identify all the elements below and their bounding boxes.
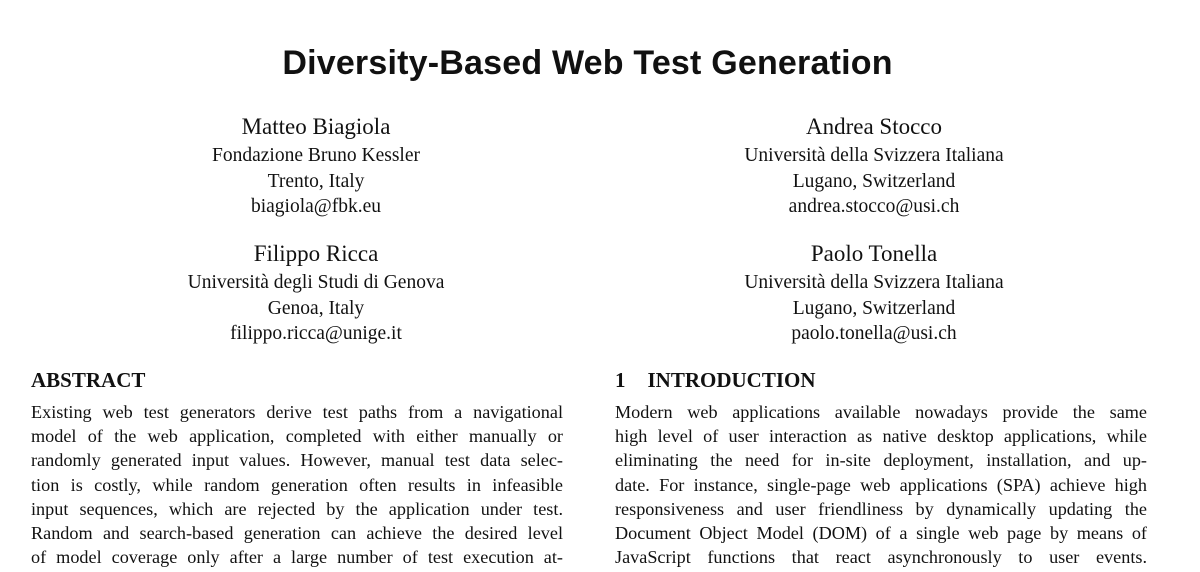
paper-title: Diversity-Based Web Test Generation bbox=[282, 44, 893, 82]
author-affiliation: Università della Svizzera Italiana bbox=[744, 145, 1004, 166]
author-email: filippo.ricca@unige.it bbox=[230, 323, 402, 344]
author-affiliation: Università della Svizzera Italiana bbox=[744, 272, 1004, 293]
author-location: Trento, Italy bbox=[267, 170, 365, 192]
text-line: of model coverage only after a large number of test execution at- bbox=[31, 547, 563, 568]
author-affiliation: Fondazione Bruno Kessler bbox=[212, 145, 420, 166]
author-affiliation: Università degli Studi di Genova bbox=[187, 272, 445, 293]
author-block bbox=[664, 113, 1084, 220]
text-line: Modern web applications available nowadays provide the same bbox=[615, 402, 1147, 422]
text-line: Existing web test generators derive test paths from a navigational bbox=[31, 402, 563, 422]
author-location: Lugano, Switzerland bbox=[792, 170, 956, 192]
author-email: andrea.stocco@usi.ch bbox=[788, 196, 960, 217]
author-email: paolo.tonella@usi.ch bbox=[791, 323, 957, 344]
text-line: randomly generated input values. However, manual test data selec- bbox=[31, 450, 563, 471]
author-block bbox=[106, 240, 526, 347]
text-line: eliminating the need for in-site deployment, installation, and up- bbox=[615, 450, 1147, 471]
text-line: Random and search-based generation can achieve the desired level bbox=[31, 522, 563, 543]
text-line: JavaScript functions that react asynchronously to user events. bbox=[615, 547, 1147, 568]
author-location: Lugano, Switzerland bbox=[792, 297, 956, 319]
author-block bbox=[106, 113, 526, 220]
abstract-heading: ABSTRACT bbox=[31, 368, 146, 392]
text-line: responsiveness and user friendliness by dynamically updating the bbox=[615, 498, 1147, 519]
text-line: tion is costly, while random generation often results in infeasible bbox=[31, 474, 563, 495]
introduction-heading bbox=[615, 367, 816, 393]
author-block bbox=[664, 240, 1084, 347]
section-title: INTRODUCTION bbox=[647, 368, 816, 392]
author-name: Andrea Stocco bbox=[805, 114, 943, 139]
author-name: Matteo Biagiola bbox=[241, 114, 391, 139]
text-line: date. For instance, single-page web applications (SPA) achieve high bbox=[615, 474, 1147, 495]
author-name: Paolo Tonella bbox=[810, 241, 938, 266]
abstract-body bbox=[31, 400, 563, 569]
text-line: high level of user interaction as native desktop applications, while bbox=[615, 426, 1147, 447]
section-number: 1 bbox=[615, 368, 626, 392]
author-name: Filippo Ricca bbox=[253, 241, 379, 266]
introduction-body bbox=[615, 400, 1147, 569]
author-location: Genoa, Italy bbox=[267, 297, 365, 319]
text-line: Document Object Model (DOM) of a single web page by means of bbox=[615, 522, 1147, 543]
text-line: model of the web application, completed with either manually or bbox=[31, 426, 563, 447]
text-line: input sequences, which are rejected by the application under test. bbox=[31, 498, 563, 519]
author-email: biagiola@fbk.eu bbox=[250, 196, 382, 217]
